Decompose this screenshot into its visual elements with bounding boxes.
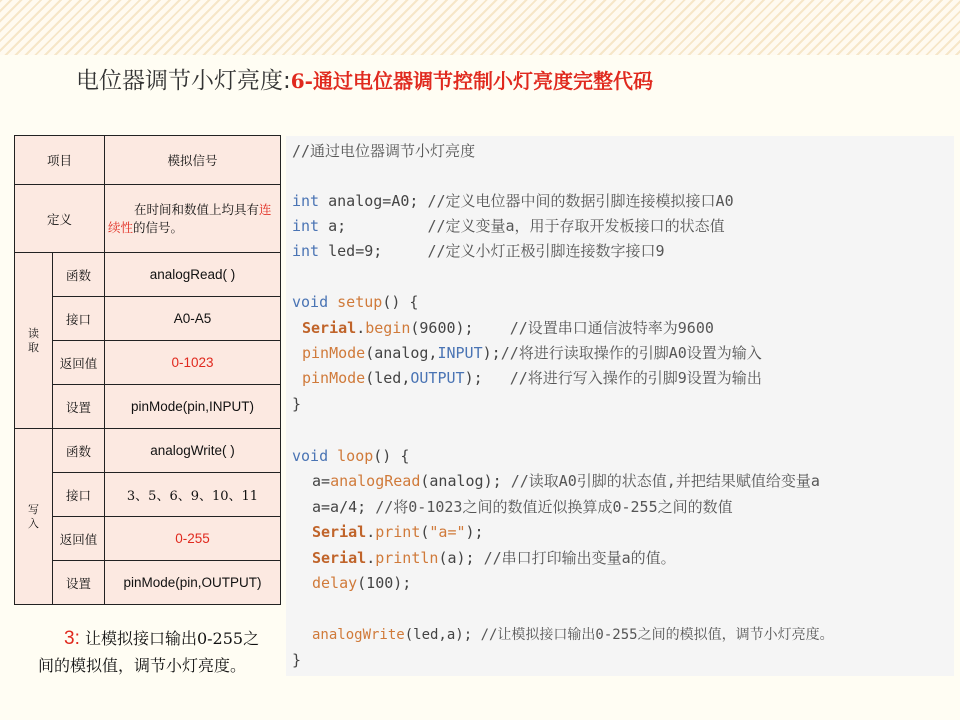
row-key: 接口 [53,297,105,341]
note-text [38,625,270,679]
code-line: delay(100); [312,574,412,592]
definition-text: 在时间和数值上均具有连续性的信号。 [105,185,281,253]
title-main: 电位器调节小灯亮度: [76,68,291,94]
table-row [15,385,281,429]
row-value: analogWrite( ) [105,429,281,473]
table-row [15,473,281,517]
code-line: pinMode(analog,INPUT);//将进行读取操作的引脚A0设置为输入 [302,344,762,362]
code-line: pinMode(led,OUTPUT); //将进行写入操作的引脚9设置为输出 [302,369,762,387]
code-line: analogWrite(led,a); //让模拟接口输出0-255之间的模拟值，调节小灯亮度。 [312,627,834,643]
row-value: 0-255 [105,517,281,561]
slide-title [76,62,653,95]
code-line: Serial.println(a); //串口打印输出变量a的值。 [312,549,676,567]
table-row [15,561,281,605]
code-line: //通过电位器调节小灯亮度 [292,142,476,160]
note-number: 3: [64,628,80,649]
row-key: 返回值 [53,517,105,561]
code-line: int analog=A0; //定义电位器中间的数据引脚连接模拟接口A0 [292,192,734,210]
definition-highlight: 连续性 [108,201,272,235]
read-label: 读取 [15,253,53,429]
row-key: 返回值 [53,341,105,385]
table-row [15,297,281,341]
definition-row [15,185,281,253]
row-value: pinMode(pin,OUTPUT) [105,561,281,605]
table-row [15,429,281,473]
note-body: 让模拟接口输出0-255之间的模拟值，调节小灯亮度。 [38,629,260,675]
row-value: analogRead( ) [105,253,281,297]
row-value: A0-A5 [105,297,281,341]
definition-label: 定义 [15,185,105,253]
header-item: 项目 [15,136,105,185]
analog-signal-table [14,135,281,605]
row-key: 函数 [53,253,105,297]
row-key: 接口 [53,473,105,517]
row-key: 函数 [53,429,105,473]
header-analog: 模拟信号 [105,136,281,185]
code-line: int a; //定义变量a，用于存取开发板接口的状态值 [292,217,725,235]
code-line: void setup() { [292,293,419,311]
row-value: 0-1023 [105,341,281,385]
row-key: 设置 [53,385,105,429]
row-value: 3、5、6、9、10、11 [105,473,281,517]
write-label: 写入 [15,429,53,605]
code-panel [286,136,954,676]
code-line: Serial.print("a="); [312,523,484,541]
code-line: a=a/4; //将0-1023之间的数值近似换算成0-255之间的数值 [312,498,733,516]
title-sub: 6-通过电位器调节控制小灯亮度完整代码 [290,69,653,93]
code-line: int led=9; //定义小灯正极引脚连接数字接口9 [292,242,665,260]
row-key: 设置 [53,561,105,605]
code-line: } [292,395,302,413]
code-line: a=analogRead(analog); //读取A0引脚的状态值,并把结果赋值给变量a [312,472,820,490]
header-stripes [0,0,960,55]
row-value: pinMode(pin,INPUT) [105,385,281,429]
code-line: } [292,651,302,669]
table-header-row [15,136,281,185]
code-line: Serial.begin(9600); //设置串口通信波特率为9600 [302,319,714,337]
table-row [15,341,281,385]
table-row [15,253,281,297]
table-row [15,517,281,561]
code-line: void loop() { [292,447,410,465]
